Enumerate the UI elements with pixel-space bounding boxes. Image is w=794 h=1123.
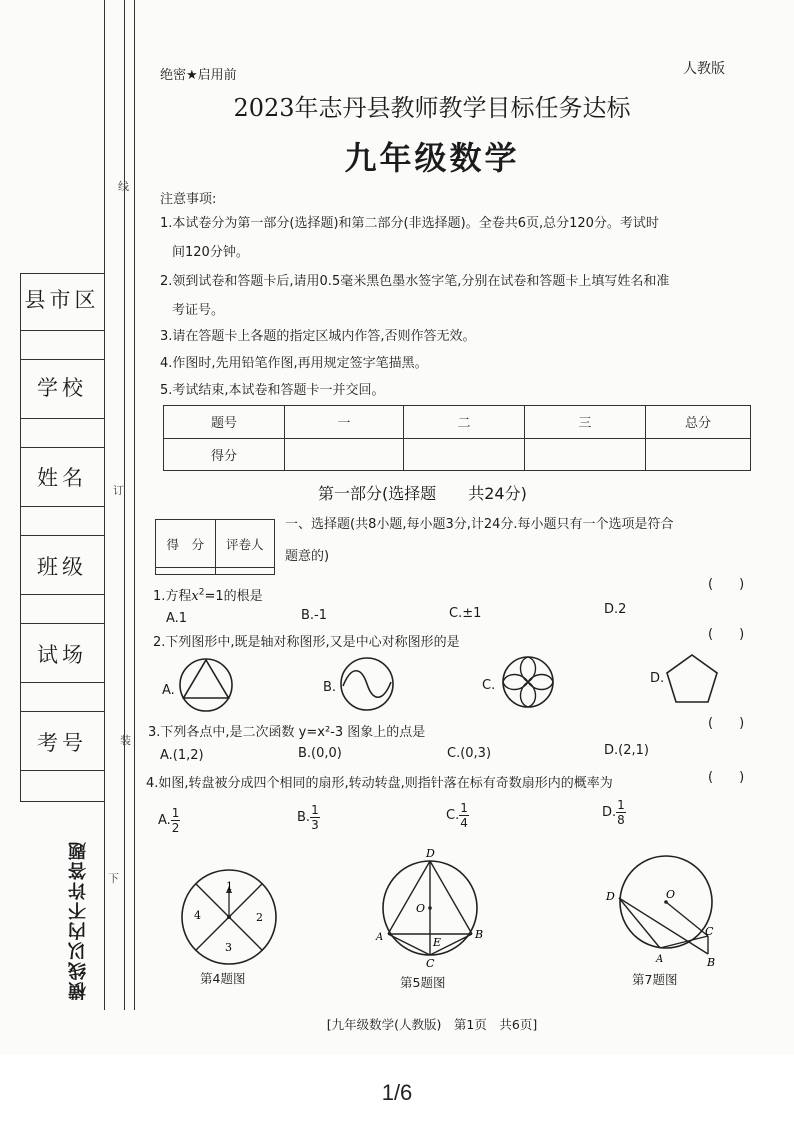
figure-4-spinner [178, 866, 280, 968]
fig7-label-a: A [656, 954, 664, 965]
q2-option-b[interactable]: B. [323, 680, 337, 695]
q4-option-b[interactable] [297, 803, 320, 832]
score-row-label: 得分 [164, 438, 285, 471]
fraction-denominator: 4 [460, 816, 468, 830]
field-separator [20, 711, 104, 712]
spinner-label-4: 4 [194, 909, 201, 922]
q4-option-a[interactable] [158, 806, 180, 835]
q2-figure-d-pentagon [664, 652, 720, 706]
answer-line [20, 594, 104, 595]
note-line: 间120分钟。 [172, 245, 249, 260]
score-cell[interactable] [525, 438, 646, 471]
question-1-stem [153, 585, 263, 604]
field-name: 姓名 [37, 466, 87, 490]
edition-label: 人教版 [683, 61, 725, 77]
q1-option-b[interactable]: B.-1 [301, 608, 328, 623]
fraction-numerator: 1 [460, 801, 468, 815]
field-county: 县市区 [24, 288, 100, 312]
exam-subject: 九年级数学 [344, 139, 520, 177]
fraction-numerator: 1 [617, 798, 625, 812]
score-cell[interactable] [404, 438, 525, 471]
fig5-label-c: C [426, 957, 435, 970]
no-answer-notice: 横线以内不许答题 [68, 840, 89, 1000]
fig5-label-d: D [426, 847, 435, 860]
field-separator [20, 359, 104, 360]
score-table-header: 总分 [646, 406, 751, 439]
score-table-header: 二 [404, 406, 525, 439]
note-line: 3.请在答题卡上各题的指定区城内作答,否则作答无效。 [160, 329, 476, 344]
binding-mark-xian: 线 [118, 180, 129, 193]
question-4-stem: 4.如图,转盘被分成四个相同的扇形,转动转盘,则指针落在标有奇数扇形内的概率为 [146, 776, 613, 791]
fig5-label-a: A [376, 932, 384, 943]
q1-stem-a: 1.方程 [153, 589, 192, 604]
answer-paren-q4: ( ) [708, 770, 745, 785]
q1-option-a[interactable]: A.1 [166, 611, 188, 626]
figure-7-caption: 第7题图 [632, 972, 678, 987]
answer-line [20, 506, 104, 507]
fig7-label-b: B [707, 956, 716, 969]
answer-paren-q1: ( ) [708, 577, 745, 592]
figure-4-caption: 第4题图 [200, 971, 246, 986]
question-3-stem: 3.下列各点中,是二次函数 y=x²-3 图象上的点是 [148, 725, 426, 740]
q4-option-d[interactable] [602, 798, 626, 827]
q3-option-d[interactable]: D.(2,1) [604, 743, 649, 758]
fig7-label-c: C [705, 925, 714, 938]
field-school: 学校 [37, 376, 87, 400]
score-cell[interactable] [646, 438, 751, 471]
section-instructions: 题意的) [285, 549, 330, 564]
note-line: 5.考试结束,本试卷和答题卡一并交回。 [160, 383, 385, 398]
answer-paren-q3: ( ) [708, 716, 745, 731]
q1-var: x [191, 589, 199, 604]
grader-score-label: 得 分 [156, 520, 216, 568]
q2-option-a[interactable]: A. [162, 683, 175, 698]
figure-5-caption: 第5题图 [400, 975, 446, 990]
q1-stem-b: =1的根是 [204, 589, 263, 604]
q1-exp: 2 [198, 587, 205, 598]
score-table [163, 405, 751, 471]
exam-title: 2023年志丹县教师教学目标任务达标 [233, 94, 631, 122]
field-exam-number: 考号 [37, 731, 87, 755]
field-separator [20, 535, 104, 536]
fraction-numerator: 1 [171, 806, 180, 820]
grader-reviewer-label: 评卷人 [215, 520, 275, 568]
fig5-label-o: O [416, 902, 426, 915]
q4-option-b-fraction [310, 803, 320, 832]
binding-field-box [20, 273, 105, 802]
score-table-header: 三 [525, 406, 646, 439]
q2-figure-c-circle-petals [500, 654, 556, 710]
note-line: 1.本试卷分为第一部分(选择题)和第二部分(非选择题)。全卷共6页,总分120分。考试时 [160, 216, 659, 231]
fig7-label-o: O [666, 888, 676, 901]
page-footer: [九年级数学(人教版) 第1页 共6页] [326, 1017, 538, 1032]
fraction-denominator: 2 [171, 821, 180, 835]
page-indicator: 1/6 [381, 1080, 413, 1105]
fig5-label-e: E [433, 936, 442, 949]
fig7-label-d: D [606, 890, 615, 903]
q4-option-d-fraction [616, 798, 626, 827]
spinner-label-1: 1 [226, 880, 233, 893]
answer-line [20, 682, 104, 683]
q2-option-d[interactable]: D. [650, 671, 665, 686]
q4-option-c-fraction [459, 801, 469, 830]
q4-option-c[interactable] [446, 801, 469, 830]
q3-option-c[interactable]: C.(0,3) [447, 746, 492, 761]
grader-reviewer-cell[interactable] [215, 568, 275, 575]
q3-option-b[interactable]: B.(0,0) [298, 746, 342, 761]
section-instructions: 一、选择题(共8小题,每小题3分,计24分.每小题只有一个选项是符合 [285, 517, 674, 532]
q4-option-c-letter: C. [446, 808, 460, 823]
answer-paren-q2: ( ) [708, 627, 745, 642]
q4-option-d-letter: D. [602, 805, 617, 820]
q1-option-d[interactable]: D.2 [604, 602, 627, 617]
q3-option-a[interactable]: A.(1,2) [160, 748, 204, 763]
q4-option-a-fraction [171, 806, 181, 835]
q2-figure-b-circle-wave [337, 654, 397, 714]
part1-heading: 第一部分(选择题 共24分) [318, 484, 527, 503]
fraction-numerator: 1 [311, 803, 319, 817]
fig5-label-b: B [475, 928, 484, 941]
field-separator [20, 447, 104, 448]
spinner-label-2: 2 [256, 911, 263, 924]
field-room: 试场 [37, 643, 87, 667]
q2-figure-a-circle-triangle [176, 655, 236, 715]
score-table-header: 题号 [164, 406, 285, 439]
binding-mark-ding: 订 [113, 484, 124, 497]
score-table-header: 一 [285, 406, 404, 439]
confidential-mark: 绝密★启用前 [160, 68, 237, 83]
field-separator [20, 623, 104, 624]
answer-line [20, 330, 104, 331]
question-2-stem: 2.下列图形中,既是轴对称图形,又是中心对称图形的是 [153, 635, 460, 650]
q4-option-a-letter: A. [158, 813, 171, 828]
answer-line [20, 418, 104, 419]
spinner-label-3: 3 [225, 941, 232, 954]
field-class: 班级 [37, 555, 87, 579]
binding-mark-xia: 下 [108, 872, 119, 885]
q2-option-c[interactable]: C. [482, 678, 496, 693]
q4-option-b-letter: B. [297, 810, 311, 825]
fraction-denominator: 3 [311, 818, 319, 832]
figure-5-inscribed-triangle [374, 846, 494, 970]
note-line: 考证号。 [172, 303, 225, 318]
note-line: 2.领到试卷和答题卡后,请用0.5毫米黑色墨水签字笔,分别在试卷和答题卡上填写姓名和准 [160, 274, 670, 289]
fraction-denominator: 8 [617, 813, 625, 827]
score-cell[interactable] [285, 438, 404, 471]
note-line: 4.作图时,先用铅笔作图,再用规定签字笔描黑。 [160, 356, 428, 371]
grader-table [155, 519, 275, 575]
notes-heading: 注意事项: [160, 192, 217, 207]
q1-option-c[interactable]: C.±1 [449, 606, 482, 621]
binding-mark-zhuang: 装 [120, 734, 131, 747]
answer-line [20, 770, 104, 771]
grader-score-cell[interactable] [156, 568, 216, 575]
figure-7-circle-tangent [602, 850, 726, 972]
